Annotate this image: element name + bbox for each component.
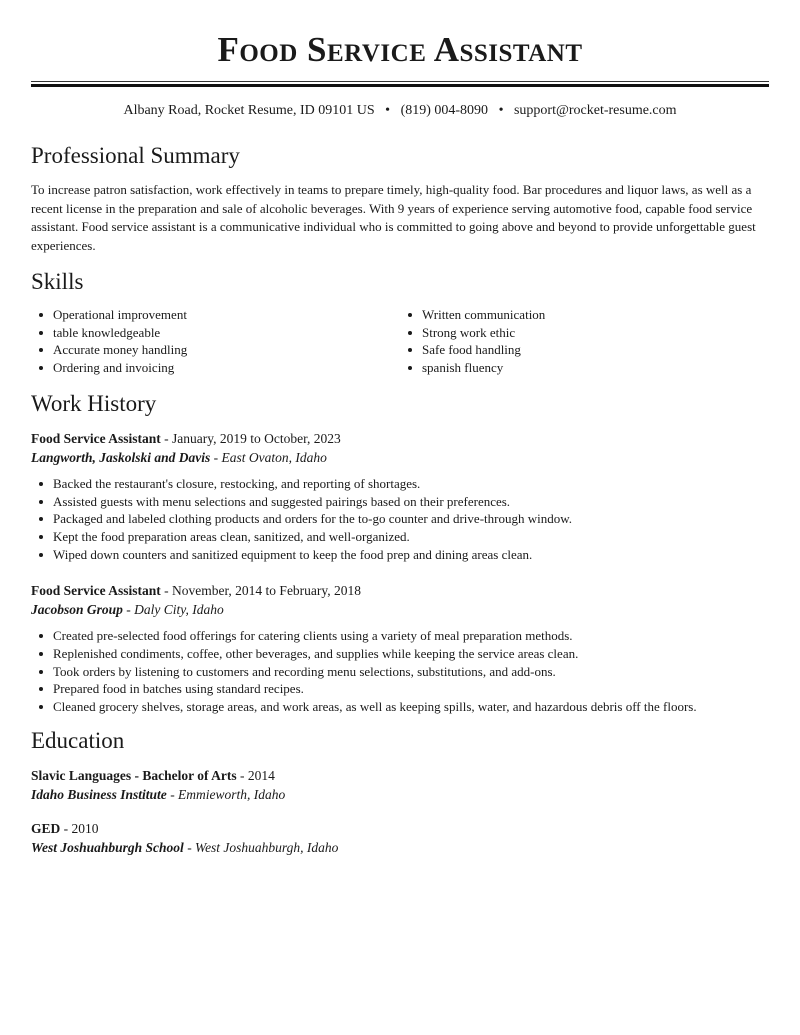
candidate-title: Food Service Assistant — [217, 30, 583, 69]
education-entry — [31, 766, 769, 804]
edu-location: - Emmieworth, Idaho — [166, 786, 286, 802]
job-bullets — [31, 475, 769, 564]
skills-columns — [31, 306, 769, 377]
bullet-separator: • — [498, 103, 504, 118]
job-dates: - January, 2019 to October, 2023 — [160, 430, 341, 446]
section-heading-summary: Professional Summary — [31, 143, 240, 168]
summary-text: To increase patron satisfaction, work effectively in teams to prepare timely, high-quality food. Bar procedures and liquor laws, as well as a recent license in the preparation and sale of alcoholic beverages. With 9 years of experience serving automotive food, capable food service assistant. Food service assistant is a communicative individual who is committed to going above and beyond to provide unforgettable guest experiences. — [31, 182, 756, 253]
section-heading-skills: Skills — [31, 269, 84, 294]
job-dates: - November, 2014 to February, 2018 — [160, 583, 362, 599]
job-bullet: Took orders by listening to customers and recording menu selections, substitutions, and add-ons. — [53, 663, 769, 681]
education-entry — [31, 819, 769, 857]
job-bullet: Prepared food in batches using standard recipes. — [53, 680, 769, 698]
job-role: Food Service Assistant — [31, 583, 161, 599]
skill-item: Safe food handling — [422, 341, 769, 359]
job-bullet: Kept the food preparation areas clean, sanitized, and well-organized. — [53, 528, 769, 546]
job-company: Jacobson Group — [31, 602, 123, 618]
work-history-section — [31, 389, 769, 716]
job-bullet: Packaged and labeled clothing products and orders for the to-go counter and drive-through window. — [53, 510, 769, 528]
edu-year: - 2010 — [60, 820, 99, 836]
edu-degree: Slavic Languages - Bachelor of Arts — [31, 767, 237, 783]
contact-email: support@rocket-resume.com — [513, 103, 677, 118]
skill-item: Strong work ethic — [422, 324, 769, 342]
job-bullet: Wiped down counters and sanitized equipment to keep the food prep and dining areas clean. — [53, 546, 769, 564]
skills-list-left — [31, 306, 400, 377]
edu-school: Idaho Business Institute — [31, 786, 167, 802]
job-company: Langworth, Jaskolski and Davis — [31, 449, 211, 465]
bullet-separator: • — [385, 103, 391, 118]
job-entry — [31, 429, 769, 564]
job-location: - Daly City, Idaho — [122, 602, 224, 618]
section-heading-work: Work History — [31, 390, 157, 416]
skill-item: Accurate money handling — [53, 341, 400, 359]
section-heading-education: Education — [31, 727, 125, 753]
job-bullet: Cleaned grocery shelves, storage areas, and work areas, as well as keeping spills, water, and hazardous debris off the floors. — [53, 698, 769, 716]
education-section — [31, 726, 769, 857]
edu-degree: GED — [31, 820, 61, 836]
edu-year: - 2014 — [236, 767, 275, 783]
skill-item: table knowledgeable — [53, 324, 400, 342]
skills-list-right — [400, 306, 769, 377]
skill-item: Ordering and invoicing — [53, 359, 400, 377]
contact-line — [31, 101, 769, 121]
skill-item: spanish fluency — [422, 359, 769, 377]
job-entry — [31, 581, 769, 716]
summary-section — [31, 141, 769, 255]
job-role: Food Service Assistant — [31, 430, 161, 446]
job-bullets — [31, 627, 769, 716]
job-location: - East Ovaton, Idaho — [210, 449, 327, 465]
contact-address: Albany Road, Rocket Resume, ID 09101 US — [123, 103, 375, 118]
edu-school: West Joshuahburgh School — [31, 839, 184, 855]
job-bullet: Created pre-selected food offerings for catering clients using a variety of meal preparation methods. — [53, 627, 769, 645]
skill-item: Written communication — [422, 306, 769, 324]
edu-location: - West Joshuahburgh, Idaho — [183, 839, 339, 855]
skill-item: Operational improvement — [53, 306, 400, 324]
contact-phone: (819) 004-8090 — [400, 103, 489, 118]
job-bullet: Replenished condiments, coffee, other beverages, and supplies while keeping the service areas clean. — [53, 645, 769, 663]
job-bullet: Assisted guests with menu selections and suggested pairings based on their preferences. — [53, 493, 769, 511]
skills-section — [31, 267, 769, 377]
job-bullet: Backed the restaurant's closure, restocking, and reporting of shortages. — [53, 475, 769, 493]
header-double-rule — [31, 81, 769, 87]
